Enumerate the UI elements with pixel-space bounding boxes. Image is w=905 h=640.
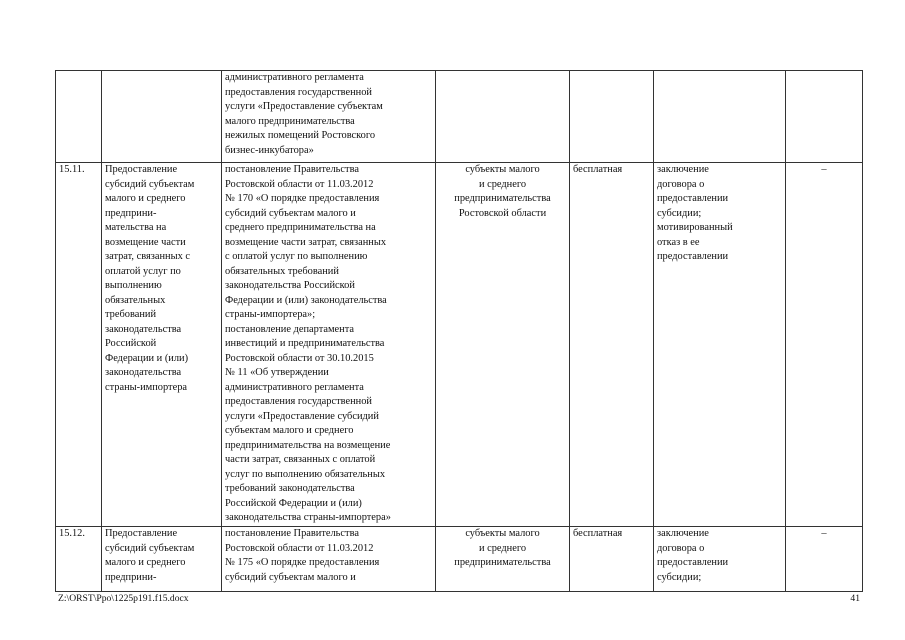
cell-text-line: субсидий субъектам малого и (225, 207, 356, 219)
cell-text-line: законодательства Российской (225, 280, 355, 291)
cell-text-line: требований (105, 309, 157, 320)
footer-file-path: Z:\ORST\Ppo\1225p191.f15.docx (58, 593, 189, 604)
cell-text-line: постановление департамента (225, 323, 354, 335)
cell-extra (786, 527, 863, 592)
cell-text-line: выполнению (105, 280, 162, 291)
cell-text-line: № 11 «Об утверждении (225, 367, 329, 378)
cell-recipients (436, 71, 570, 163)
cell-text-line: Российской Федерации и (или) (225, 497, 362, 509)
cell-text-line: постановление Правительства (225, 164, 359, 175)
cell-legal-basis (222, 163, 436, 527)
cell-text-line: заключение (657, 528, 709, 539)
cell-text-line: и среднего (478, 178, 527, 190)
cell-text-line: Предоставление (105, 528, 178, 539)
cell-text-line: № 170 «О порядке предоставления (225, 193, 380, 204)
cell-extra (786, 71, 863, 163)
cell-text-line: малого и среднего (105, 557, 186, 568)
table-row (56, 71, 863, 163)
cell-text-line: договора о (657, 178, 705, 190)
cell-text-line: Федерации и (или) (105, 352, 189, 364)
footer-page-number: 41 (850, 593, 860, 604)
cell-service-name (102, 527, 222, 592)
cell-payment (570, 163, 654, 527)
cell-text-line: малого предпринимательства (225, 115, 355, 127)
cell-extra (786, 163, 863, 527)
table-row (56, 527, 863, 592)
cell-text-line: требований законодательства (225, 483, 355, 494)
services-table (55, 70, 863, 592)
cell-text-line: бизнес-инкубатора» (225, 144, 314, 156)
cell-text-line: услуг по выполнению обязательных (225, 468, 386, 480)
cell-text-line: предоставлении (657, 557, 729, 568)
cell-text-line: предприни- (105, 571, 157, 583)
cell-text-line: Ростовской области от 11.03.2012 (225, 542, 374, 554)
cell-text-line: Ростовской области от 11.03.2012 (225, 178, 374, 190)
cell-text-line: предпринимательства (454, 193, 551, 204)
cell-text-line: и среднего (478, 542, 527, 554)
cell-text-line: услуги «Предоставление субсидий (225, 410, 379, 422)
table-body (56, 71, 863, 592)
cell-text-line: субъекты малого (465, 528, 540, 539)
cell-service-name (102, 71, 222, 163)
cell-text-line: бесплатная (573, 528, 623, 539)
cell-text-line: субсидии; (657, 571, 702, 583)
cell-text-line: субъектам малого и среднего (225, 425, 354, 436)
cell-text-line: среднего предпринимательства на (225, 222, 376, 233)
cell-text-line: возмещение части (105, 236, 186, 248)
cell-text-line: части затрат, связанных с оплатой (225, 454, 376, 465)
cell-text-line: страны-импортера (105, 381, 187, 393)
cell-text-line: № 175 «О порядке предоставления (225, 557, 380, 568)
cell-text-line: мотивированный (657, 222, 733, 233)
cell-text-line: административного регламента (225, 72, 364, 83)
cell-number: 15.12. (56, 527, 102, 592)
cell-text-line: Ростовской области (458, 207, 547, 219)
cell-text-line: предоставлении (657, 193, 729, 204)
cell-text-line: предпринимательства на возмещение (225, 439, 391, 451)
cell-result (654, 163, 786, 527)
cell-text-line: заключение (657, 164, 709, 175)
cell-text-line: постановление Правительства (225, 528, 359, 539)
cell-text-line: субсидии; (657, 207, 702, 219)
cell-text-line: малого и среднего (105, 193, 186, 204)
cell-recipients (436, 163, 570, 527)
cell-text-line: возмещение части затрат, связанных (225, 236, 387, 248)
cell-text-line: обязательных требований (225, 265, 339, 277)
cell-text-line: – (821, 528, 827, 539)
cell-text-line: Ростовской области от 30.10.2015 (225, 352, 374, 364)
cell-payment (570, 527, 654, 592)
cell-text-line: предоставлении (657, 251, 729, 262)
cell-number: 15.11. (56, 163, 102, 527)
cell-text-line: страны-импортера»; (225, 309, 316, 320)
cell-text-line: обязательных (105, 294, 166, 306)
cell-text-line: Российской (105, 338, 157, 349)
cell-text-line: законодательства страны-импортера» (225, 512, 391, 523)
cell-text-line: оплатой услуг по (105, 265, 181, 277)
cell-text-line: Федерации и (или) законодательства (225, 294, 387, 306)
cell-text-line: субсидий субъектам малого и (225, 571, 356, 583)
cell-text-line: бесплатная (573, 164, 623, 175)
cell-text-line: договора о (657, 542, 705, 554)
cell-text-line: инвестиций и предпринимательства (225, 338, 385, 349)
cell-text-line: субъекты малого (465, 164, 540, 175)
cell-text-line: субсидий субъектам (105, 542, 195, 554)
cell-text-line: услуги «Предоставление субъектам (225, 101, 383, 112)
cell-text-line: административного регламента (225, 381, 364, 393)
table-row (56, 163, 863, 527)
cell-text-line: мательства на (105, 222, 167, 233)
cell-legal-basis (222, 527, 436, 592)
cell-text-line: предпринимательства (454, 557, 551, 568)
cell-legal-basis (222, 71, 436, 163)
cell-text-line: предприни- (105, 207, 157, 219)
cell-text-line: субсидий субъектам (105, 178, 195, 190)
cell-text-line: предоставления государственной (225, 396, 372, 407)
cell-text-line: предоставления государственной (225, 86, 372, 98)
cell-payment (570, 71, 654, 163)
cell-result (654, 527, 786, 592)
cell-text-line: – (821, 164, 827, 175)
cell-text-line: Предоставление (105, 164, 178, 175)
cell-text-line: с оплатой услуг по выполнению (225, 251, 368, 262)
cell-text-line: законодательства (105, 367, 182, 378)
cell-recipients (436, 527, 570, 592)
cell-text-line: законодательства (105, 323, 182, 335)
cell-text-line: нежилых помещений Ростовского (225, 130, 376, 141)
cell-result (654, 71, 786, 163)
cell-text-line: затрат, связанных с (105, 251, 190, 262)
cell-service-name (102, 163, 222, 527)
cell-text-line: отказ в ее (657, 236, 700, 248)
cell-number (56, 71, 102, 163)
